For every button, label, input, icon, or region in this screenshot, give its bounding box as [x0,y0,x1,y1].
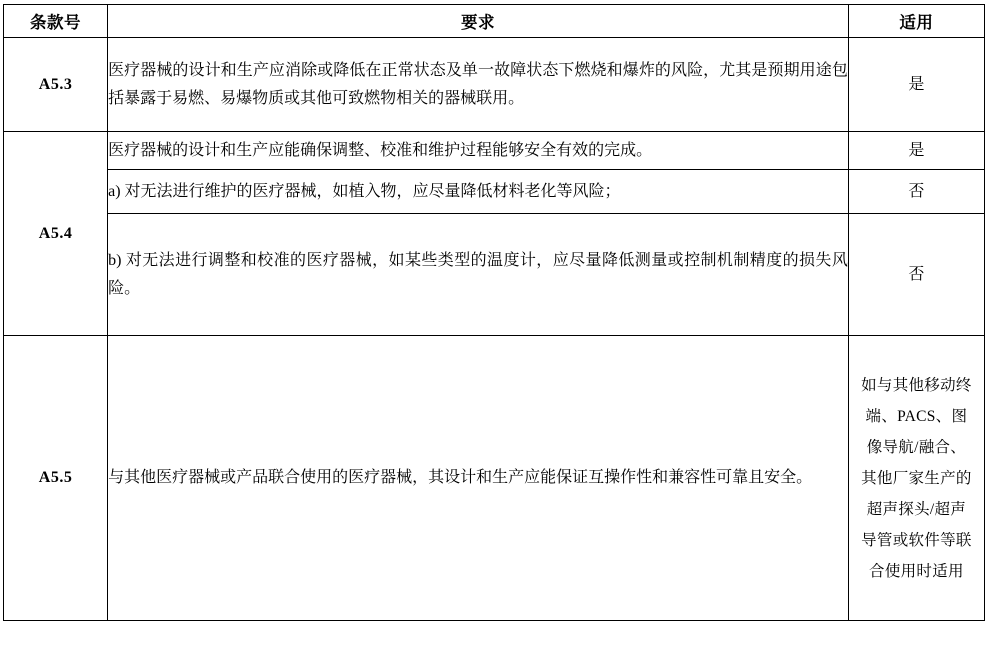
requirements-table [3,4,985,621]
requirement-text-a53: 医疗器械的设计和生产应消除或降低在正常状态及单一故障状态下燃烧和爆炸的风险，尤其是预期用途包括暴露于易燃、易爆物质或其他可致燃物相关的器械联用。 [108,38,849,132]
applicable-value-a55: 如与其他移动终端、PACS、图像导航/融合、其他厂家生产的超声探头/超声导管或软件等联合使用时适用 [848,336,984,621]
requirement-text-a54-b: b) 对无法进行调整和校准的医疗器械，如某些类型的温度计，应尽量降低测量或控制机制精度的损失风险。 [108,214,849,336]
requirement-text-a55: 与其他医疗器械或产品联合使用的医疗器械，其设计和生产应能保证互操作性和兼容性可靠且安全。 [108,336,849,621]
applicable-value-a54-a: 否 [848,170,984,214]
applicable-value-a54-main: 是 [848,132,984,170]
clause-number-a54: A5.4 [4,132,108,336]
applicable-value-a54-b: 否 [848,214,984,336]
document-page [0,4,988,655]
table-row [4,336,985,621]
table-row [4,132,985,170]
table-header [4,5,985,38]
table-header-row [4,5,985,38]
requirement-text-a54-a: a) 对无法进行维护的医疗器械，如植入物，应尽量降低材料老化等风险； [108,170,849,214]
applicable-value-a53: 是 [848,38,984,132]
table-row [4,170,985,214]
column-header-requirement: 要求 [108,5,849,38]
column-header-clause: 条款号 [4,5,108,38]
requirement-text-a54-main: 医疗器械的设计和生产应能确保调整、校准和维护过程能够安全有效的完成。 [108,132,849,170]
clause-number-a55: A5.5 [4,336,108,621]
clause-number-a53: A5.3 [4,38,108,132]
table-body [4,38,985,621]
table-row [4,38,985,132]
column-header-applicable: 适用 [848,5,984,38]
table-row [4,214,985,336]
